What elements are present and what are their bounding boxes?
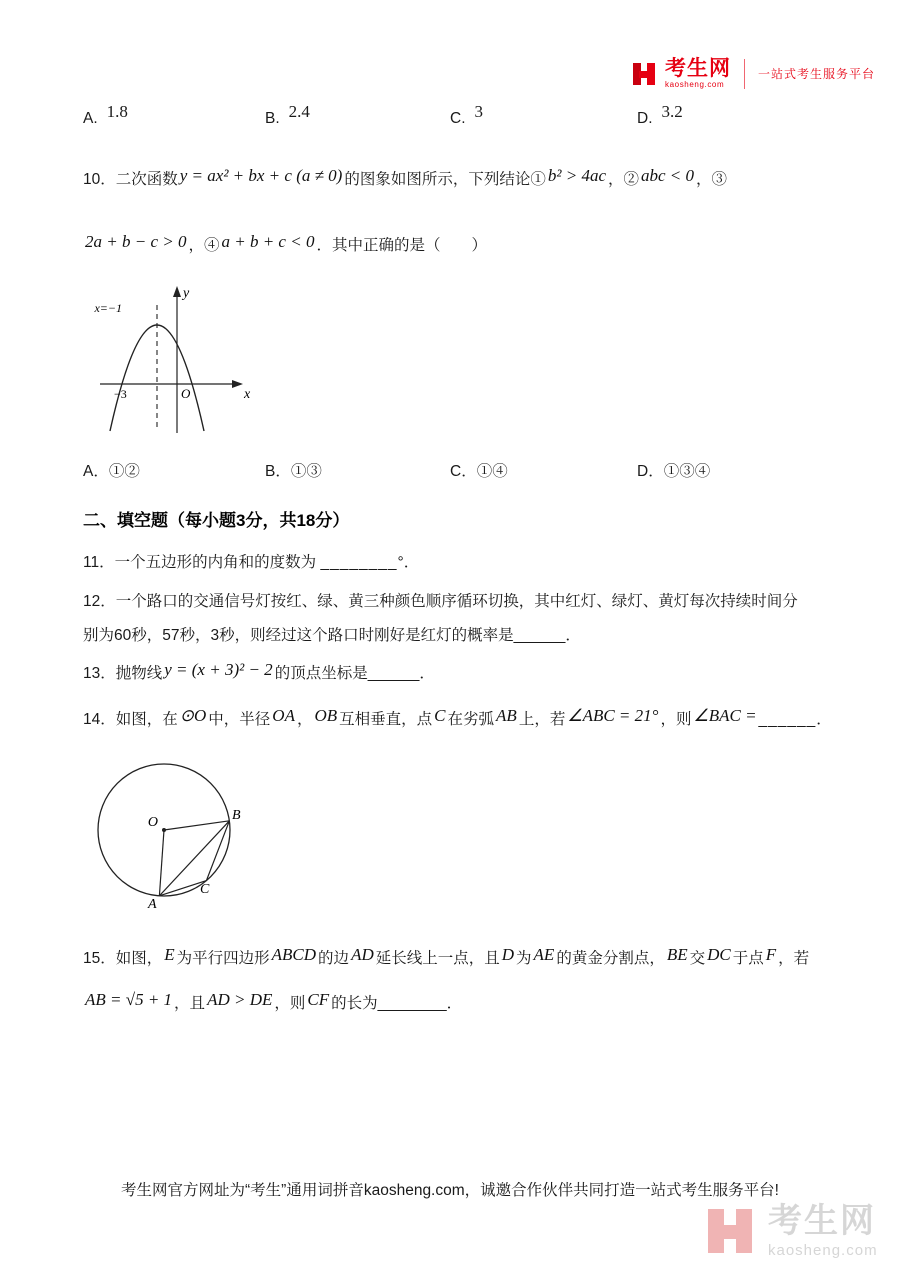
q15-formula: CF (307, 990, 330, 1009)
q11-text-seg: °． (397, 554, 420, 571)
q10-formula: a + b + c < 0 (221, 232, 315, 251)
option-d (637, 102, 683, 128)
q15-formula: AD > DE (207, 990, 273, 1009)
question-12-line-2: 别为60秒，57秒，3秒，则经过这个路口时刚好是红灯的概率是______． (83, 627, 581, 644)
origin-label: O (181, 386, 191, 401)
q15-text-seg: ，且 (174, 995, 206, 1012)
q14-formula: OA (272, 706, 295, 725)
q14-text-seg: 中，半径 (208, 711, 271, 728)
header-logo (630, 58, 875, 89)
q13-text-seg: 13．抛物线 (83, 665, 163, 682)
parabola-graph (92, 281, 254, 447)
point-a-label: A (148, 897, 157, 912)
q14-text-seg: ，则 (660, 711, 692, 728)
option-b (265, 102, 310, 128)
q15-formula: E (164, 945, 175, 964)
option-c (450, 102, 483, 128)
question-13 (83, 661, 435, 683)
symmetry-axis-label: x=−1 (94, 301, 122, 315)
q10-text-seg: 10．二次函数 (83, 171, 178, 188)
logo-brand-text: 考生网 (665, 57, 731, 80)
q10-text-seg: 的图象如图所示，下列结论① (344, 171, 546, 188)
kaosheng-logo-icon (630, 60, 658, 88)
option-b-value: 2.4 (288, 102, 310, 121)
q15-formula: ABCD (271, 945, 317, 964)
q10-formula: 2a + b − c > 0 (85, 232, 187, 251)
q14-text-seg: 14．如图，在 (83, 711, 178, 728)
q15-text-seg: 于点 (732, 950, 764, 967)
option-c-label: C. (450, 110, 466, 127)
q10-text-seg: ．其中正确的是（ ） (316, 237, 487, 254)
q10-text-seg: ，② (608, 171, 640, 188)
q10-formula: abc < 0 (641, 166, 695, 185)
watermark-domain: kaosheng.com (768, 1242, 878, 1259)
q14-formula: ∠ABC = 21° (567, 706, 659, 725)
y-axis-label: y (183, 286, 190, 301)
q13-formula: y = (x + 3)² − 2 (164, 660, 273, 679)
q15-text-seg: ，若 (778, 950, 810, 967)
q15-text-seg: 交 (689, 950, 706, 967)
logo-domain-text: kaosheng.com (665, 80, 725, 89)
q15-text-seg: ，则 (274, 995, 306, 1012)
question-10-options-row (83, 459, 823, 481)
q10-text-seg: ，③ (696, 171, 728, 188)
logo-text-block (665, 58, 731, 89)
q15-text-seg: 的黄金分割点， (556, 950, 665, 967)
point-c-label: C (200, 882, 210, 897)
q14-formula: ∠BAC = (693, 706, 757, 725)
q15-formula: DC (707, 945, 731, 964)
option-d-label: D. (637, 110, 653, 127)
prev-question-options-row (83, 102, 823, 134)
q15-formula: D (501, 945, 515, 964)
q15-formula: BE (666, 945, 688, 964)
q14-formula: OB (314, 706, 338, 725)
q14-text-seg: 上，若 (518, 711, 566, 728)
question-15-line-2 (83, 991, 462, 1013)
question-15-line-1 (83, 946, 809, 968)
center-label: O (147, 815, 158, 830)
q10-option-b: B．①③ (265, 463, 322, 480)
x-intercept-label: −3 (114, 387, 127, 401)
q10-formula: b² > 4ac (547, 166, 606, 185)
q14-formula: C (434, 706, 446, 725)
question-11 (83, 550, 419, 572)
q13-text-seg: 的顶点坐标是______． (274, 665, 435, 682)
option-d-value: 3.2 (661, 102, 683, 121)
x-axis-label: x (244, 387, 251, 402)
q15-formula: AE (533, 945, 555, 964)
q11-answer-blank: ________ (320, 554, 398, 571)
q15-text-seg: 的长为________． (331, 995, 463, 1012)
x-axis-arrow (232, 380, 243, 388)
q14-text-seg: 互相垂直，点 (339, 711, 433, 728)
q10-formula: y = ax² + bx + c (a ≠ 0) (179, 166, 343, 185)
y-axis-arrow (173, 286, 181, 297)
logo-tagline: 一站式考生服务平台 (758, 67, 876, 81)
section-2-title: 二、填空题（每小题3分，共18分） (83, 511, 350, 530)
watermark (702, 1203, 878, 1259)
q15-text-seg: 为 (516, 950, 532, 967)
q14-formula: AB (496, 706, 517, 725)
option-b-label: B. (265, 110, 280, 127)
q15-text-seg: 延长线上一点，且 (375, 950, 500, 967)
option-a-label: A. (83, 110, 98, 127)
q15-formula: AD (351, 945, 374, 964)
question-10-line-1 (83, 167, 727, 189)
radius-oa (159, 830, 164, 896)
option-c-value: 3 (474, 102, 483, 121)
q14-text-seg: ， (296, 711, 313, 728)
q15-text-seg: 15．如图， (83, 950, 163, 967)
q15-text-seg: 的边 (318, 950, 350, 967)
footer-text: 考生网官方网址为“考生”通用词拼音kaosheng.com，诚邀合作伙伴共同打造一站式考生服务平台! (121, 1182, 779, 1199)
q14-formula: ⊙O (179, 706, 207, 725)
watermark-logo-icon (702, 1203, 758, 1259)
option-a (83, 102, 128, 128)
question-12-line-1: 12．一个路口的交通信号灯按红、绿、黄三种颜色顺序循环切换，其中红灯、绿灯、黄灯每次持续时间分 (83, 593, 798, 610)
q15-formula: AB = √5 + 1 (85, 990, 173, 1009)
watermark-brand: 考生网 (768, 1202, 876, 1240)
point-b-label: B (232, 808, 241, 823)
option-a-value: 1.8 (106, 102, 128, 121)
q14-answer-blank: ______． (758, 711, 833, 728)
q15-formula: F (765, 945, 777, 964)
q10-text-seg: ，④ (188, 237, 220, 254)
chord-bc (206, 821, 229, 881)
question-10-line-2 (83, 233, 487, 255)
q14-text-seg: 在劣弧 (447, 711, 495, 728)
logo-divider (744, 59, 745, 89)
q15-text-seg: 为平行四边形 (176, 950, 270, 967)
q10-option-a: A．①② (83, 463, 140, 480)
q10-option-c: C．①④ (450, 463, 508, 480)
watermark-text-block (768, 1204, 878, 1258)
radius-ob (164, 821, 229, 830)
q10-option-d: D．①③④ (637, 463, 711, 480)
question-14 (83, 707, 833, 729)
q11-text-seg: 11．一个五边形的内角和的度数为 (83, 554, 317, 571)
circle-figure (88, 756, 250, 914)
